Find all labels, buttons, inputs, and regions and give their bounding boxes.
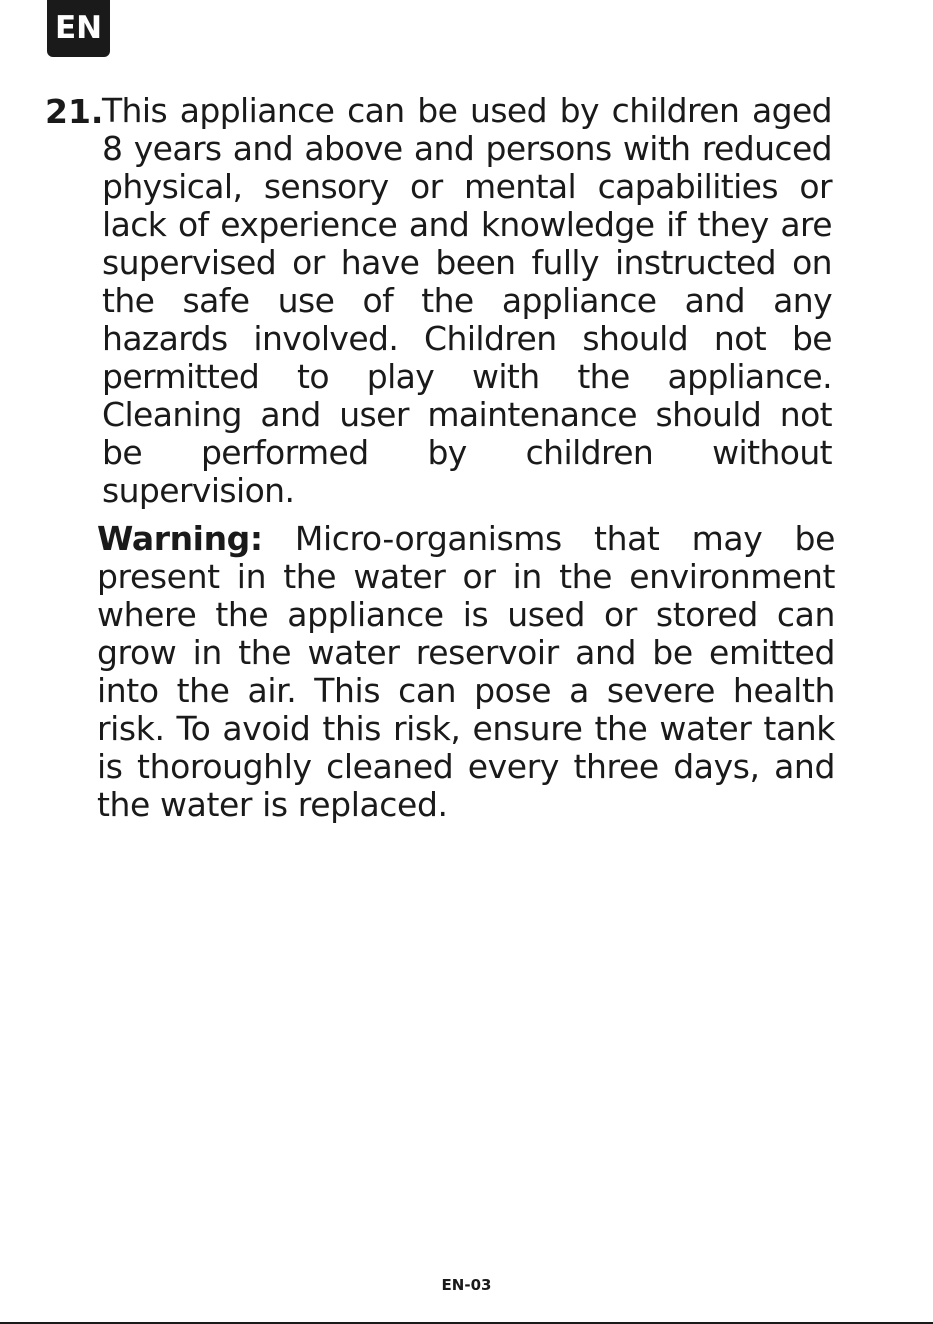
warning-label: Warning: bbox=[97, 519, 263, 558]
warning-text: Micro-organisms that may be present in the water or in the environment where the appliance is used or stored can grow in the water reservoir and be emitted into the air. This can pose a severe health risk. To avoid this risk, ensure the water tank is thoroughly cleaned every three days, and the water is replaced. bbox=[97, 519, 836, 824]
language-badge: EN bbox=[47, 0, 110, 57]
item-number: 21. bbox=[45, 92, 104, 131]
warning-paragraph bbox=[97, 520, 835, 824]
page-number: EN-03 bbox=[441, 1276, 492, 1294]
item-text: This appliance can be used by children aged 8 years and above and persons with reduced physical, sensory or mental capabilities or lack of experience and knowledge if they are supervised or have been fully instructed on the safe use of the appliance and any hazards involved. Children should not be permitted to play with the appliance. Cleaning and user maintenance should not be performed by children without supervision. bbox=[102, 91, 832, 510]
